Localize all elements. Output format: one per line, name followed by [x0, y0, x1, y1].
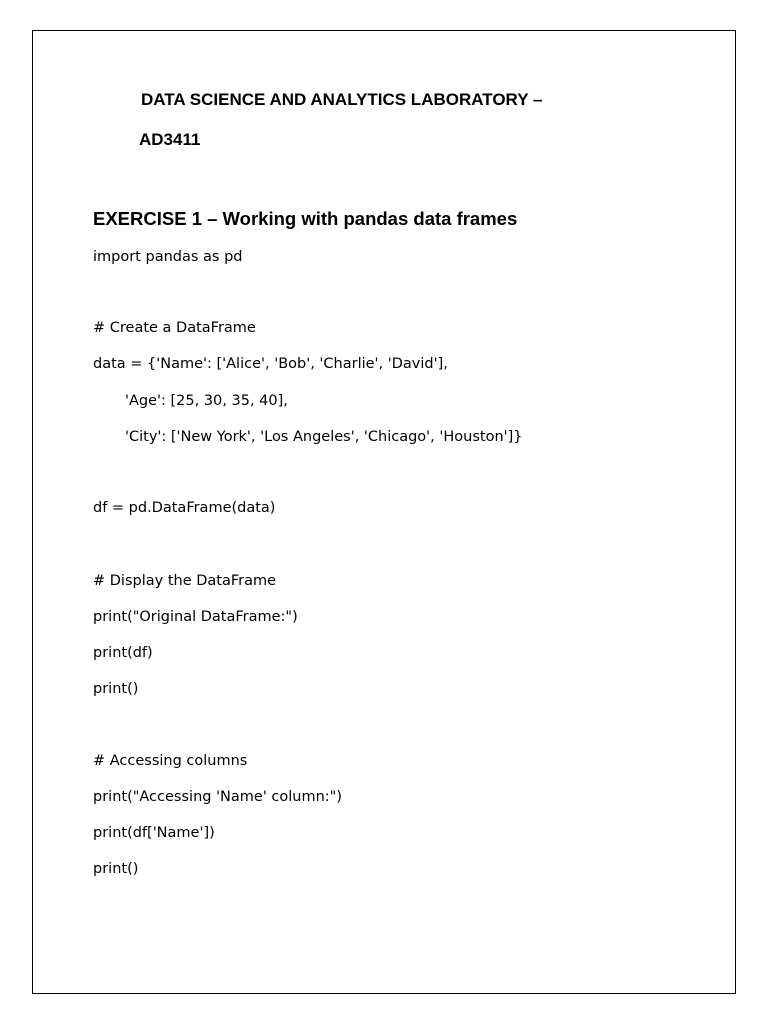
code-line-print-original: print("Original DataFrame:") — [93, 609, 298, 625]
code-line-print-name-column: print(df['Name']) — [93, 825, 215, 841]
code-line-data-city: 'City': ['New York', 'Los Angeles', 'Chicago', 'Houston']} — [125, 429, 523, 445]
code-line-print-df: print(df) — [93, 645, 153, 661]
code-line-print-accessing: print("Accessing 'Name' column:") — [93, 789, 343, 805]
code-line-data-age: 'Age': [25, 30, 35, 40], — [125, 393, 288, 409]
code-comment-accessing: # Accessing columns — [93, 753, 248, 769]
code-line-import: import pandas as pd — [93, 249, 243, 265]
code-comment-display: # Display the DataFrame — [93, 573, 277, 589]
code-line-print-empty-1: print() — [93, 681, 139, 697]
lab-title-line1: DATA SCIENCE AND ANALYTICS LABORATORY – — [141, 90, 543, 109]
code-line-dataframe: df = pd.DataFrame(data) — [93, 500, 276, 516]
code-line-print-empty-2: print() — [93, 861, 139, 877]
lab-title-line2: AD3411 — [139, 130, 201, 149]
code-comment-create: # Create a DataFrame — [93, 320, 256, 336]
code-line-data-name: data = {'Name': ['Alice', 'Bob', 'Charlie', 'David'], — [93, 356, 448, 372]
exercise-title: EXERCISE 1 – Working with pandas data frames — [93, 208, 518, 229]
